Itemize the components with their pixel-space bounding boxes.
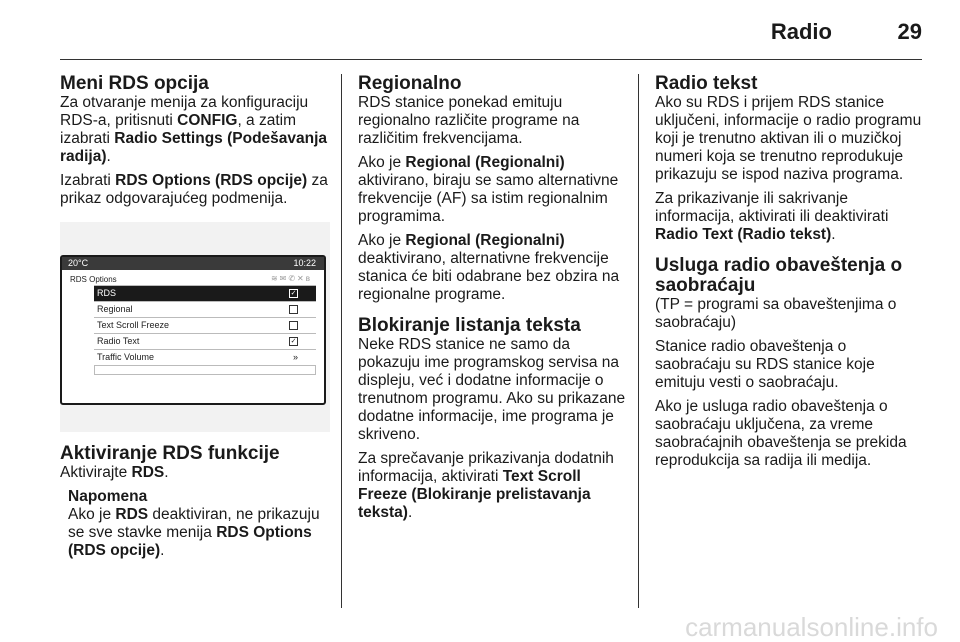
heading-regional: Regionalno: [358, 73, 462, 94]
display-screen: [60, 255, 326, 405]
paragraph: RDS stanice ponekad emituju regionalno različite programe na različitim frekvencijama.: [358, 94, 580, 147]
text-run: Za prikazivanje ili sakrivanje informacija, aktivirati ili deaktivirati: [655, 190, 889, 225]
paragraph: Ako je usluga radio obaveštenja o saobraćaju uključena, za vreme saobraćajnih obaveštenja se prekida reprodukcija sa radija ili medija.: [655, 398, 907, 469]
chevron-right-icon: »: [292, 352, 298, 362]
text-run: Aktivirajte: [60, 464, 132, 481]
column-2: [358, 74, 628, 528]
checkbox-checked-icon[interactable]: ✓: [290, 338, 297, 345]
watermark: [0, 612, 960, 642]
menu-item-regional[interactable]: [94, 302, 316, 318]
bold-run: RDS Options (RDS opcije): [115, 172, 308, 189]
text-run: .: [407, 504, 413, 521]
column-3: [655, 74, 925, 476]
heading-text-scroll-freeze: Blokiranje listanja teksta: [358, 315, 581, 336]
bold-run: Radio Text (Radio tekst): [655, 226, 832, 243]
mail-icon: ✉: [279, 274, 289, 283]
watermark-area: [0, 612, 960, 642]
paragraph: [60, 172, 330, 208]
clock: 10:22: [293, 258, 316, 268]
checkbox-checked-icon[interactable]: ✓: [290, 290, 297, 297]
bold-run: Regional (Regionalni): [405, 154, 565, 171]
watermark-text: carmanualsonline.info: [685, 612, 938, 642]
bold-run: Radio Settings (Podešavanja radija): [60, 130, 328, 165]
paragraph: Neke RDS stanice ne samo da pokazuju ime programskog servisa na displeju, već i dodatne informacije o trenutnom programu. Ako su prikazane dodatne informacije, ime programa je skriveno.: [358, 336, 626, 443]
heading-rds-options-menu: Meni RDS opcija: [60, 73, 209, 94]
text-run: Za otvaranje menija za konfiguraciju RDS-a, pritisnuti: [60, 94, 309, 129]
text-run: Ako je: [358, 154, 406, 171]
column-1: [60, 74, 330, 566]
phone-icon: ✆: [288, 274, 298, 283]
bold-run: RDS: [131, 464, 165, 481]
menu-item-traffic-volume[interactable]: [94, 350, 316, 366]
heading-traffic-announcement: Usluga radio obaveštenja o saobraćaju: [655, 255, 903, 296]
checkbox-icon[interactable]: [289, 321, 298, 330]
temperature: 20°C: [68, 258, 89, 268]
mute-icon: ✕: [297, 274, 306, 283]
menu-item-text-scroll-freeze[interactable]: [94, 318, 316, 334]
heading-radio-text: Radio tekst: [655, 73, 758, 94]
text-run: .: [106, 148, 111, 165]
menu-item-rds[interactable]: [94, 286, 316, 302]
text-run: , a zatim izabrati: [60, 112, 297, 147]
header-rule: [60, 59, 922, 60]
text-run: .: [831, 226, 836, 243]
paragraph: [358, 450, 628, 522]
paragraph: [60, 464, 330, 482]
text-run: .: [164, 464, 169, 481]
text-run: .: [160, 542, 165, 559]
screen-title: RDS Options: [70, 275, 117, 284]
bold-run: CONFIG: [177, 112, 238, 129]
bluetooth-icon: ʙ: [305, 274, 312, 283]
text-run: Ako je: [358, 232, 406, 249]
paragraph: [358, 232, 628, 304]
paragraph: (TP = programi sa obaveštenjima o saobraćaju): [655, 296, 897, 331]
text-run: Izabrati: [60, 172, 116, 189]
menu-item-label: Radio Text: [97, 336, 140, 346]
menu-item-label: Text Scroll Freeze: [97, 320, 170, 330]
text-run: Za sprečavanje prikazivanja dodatnih informacija, aktivirati: [358, 450, 614, 485]
signal-icon: ≋: [270, 274, 280, 283]
paragraph: Stanice radio obaveštenja o saobraćaju su RDS stanice koje emituju vesti o saobraćaju.: [655, 338, 875, 391]
column-divider-1: [341, 74, 342, 608]
page-header: [0, 0, 960, 62]
rds-options-list: [94, 285, 316, 366]
bold-run: RDS Options (RDS opcije): [68, 524, 312, 559]
text-run: Ako je: [68, 506, 116, 523]
menu-item-label: Regional: [97, 304, 133, 314]
section-title: Radio: [770, 19, 832, 44]
menu-item-label: Traffic Volume: [97, 352, 155, 362]
note-text: [68, 506, 330, 560]
paragraph: [655, 190, 925, 244]
bold-run: RDS: [115, 506, 149, 523]
paragraph: [60, 94, 330, 166]
text-run: za prikaz odgovarajućeg podmenija.: [60, 172, 328, 207]
list-empty-area: [94, 366, 316, 375]
paragraph: [358, 154, 628, 226]
menu-item-radio-text[interactable]: [94, 334, 316, 350]
rds-options-screen-figure: [60, 222, 330, 432]
note-title: Napomena: [68, 488, 148, 505]
heading-activate-rds: Aktiviranje RDS funkcije: [60, 443, 280, 464]
bold-run: Regional (Regionalni): [405, 232, 565, 249]
column-divider-2: [638, 74, 639, 608]
page-number: 29: [897, 19, 922, 44]
menu-item-label: RDS: [97, 288, 117, 298]
paragraph: Ako su RDS i prijem RDS stanice uključeni, informacije o radio programu koji je trenutno aktivan ili o muzičkoj numeri koja se trenutno reprodukuje prikazuju se ispod naziva programa.: [655, 94, 922, 183]
status-bar: [62, 257, 324, 270]
note-box: [60, 488, 330, 560]
checkbox-icon[interactable]: [289, 305, 298, 314]
text-run: deaktivirano, alternativne frekvencije stanica će biti odabrane bez obzira na regionalne programe.: [358, 250, 620, 303]
text-run: deaktiviran, ne prikazuju se sve stavke menija: [68, 506, 320, 541]
bold-run: Text Scroll Freeze (Blokiranje prelistavanja teksta): [358, 468, 591, 521]
text-run: aktivirano, biraju se samo alternativne frekvencije (AF) sa istim regionalnim programima.: [358, 172, 619, 225]
